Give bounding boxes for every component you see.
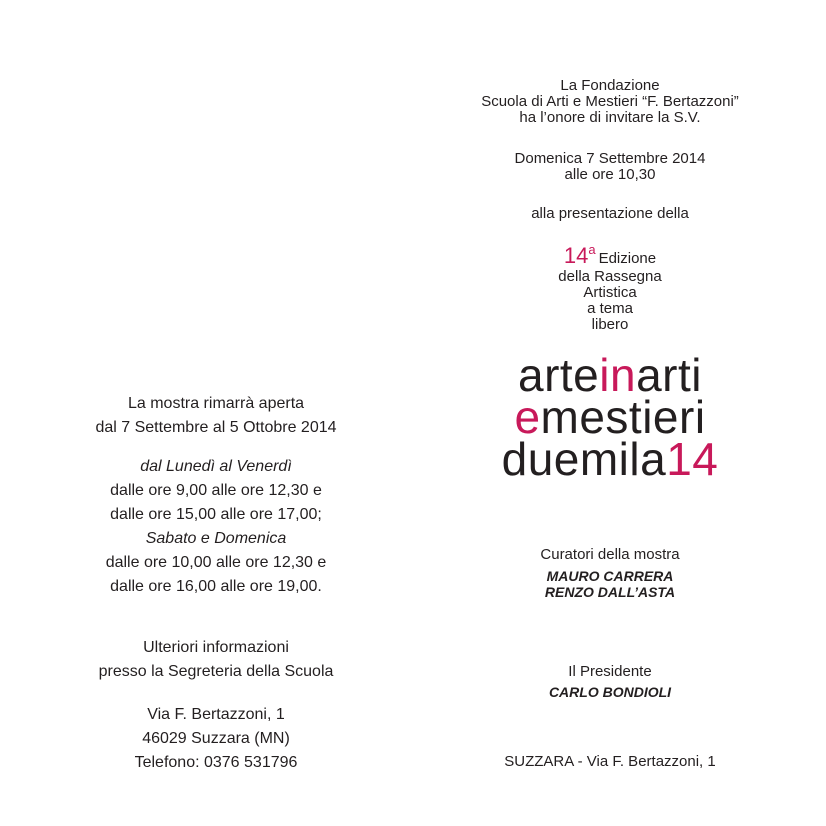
info-block	[60, 636, 372, 684]
curator-2: RENZO DALL’ASTA	[544, 584, 676, 600]
weekend-hours-2: dalle ore 16,00 alle ore 19,00.	[110, 578, 322, 595]
intro-line-1: La Fondazione	[560, 77, 660, 94]
title-year: 14	[666, 433, 719, 485]
title-line-1	[440, 349, 780, 401]
weekday-hours-2: dalle ore 15,00 alle ore 17,00;	[110, 506, 322, 523]
curators-label: Curatori della mostra	[540, 546, 680, 563]
weekend-hours-1: dalle ore 10,00 alle ore 12,30 e	[105, 554, 327, 571]
title-arte: arte	[518, 349, 600, 401]
address-city: 46029 Suzzara (MN)	[142, 730, 290, 747]
opening-hours	[60, 455, 372, 599]
curator-1: MAURO CARRERA	[546, 568, 674, 584]
info-line-1: Ulteriori informazioni	[143, 639, 289, 656]
exhibition-title	[440, 349, 780, 485]
date-line: Domenica 7 Settembre 2014	[514, 150, 706, 167]
weekday-label: dal Lunedì al Venerdì	[140, 458, 292, 475]
president-label: Il Presidente	[568, 663, 652, 680]
edition-line-3: Artistica	[583, 284, 637, 301]
title-arti: arti	[636, 349, 702, 401]
edition-line-5: libero	[591, 316, 629, 333]
opening-line-1: La mostra rimarrà aperta	[127, 395, 305, 412]
opening-line-2: dal 7 Settembre al 5 Ottobre 2014	[95, 419, 337, 436]
curators-block	[440, 545, 780, 600]
title-duemila: duemila	[501, 433, 667, 485]
date-block	[440, 151, 780, 183]
edition-number: 14	[563, 243, 589, 268]
edition-line-2: della Rassegna	[558, 268, 662, 285]
intro-block	[440, 78, 780, 126]
weekday-hours-1: dalle ore 9,00 alle ore 12,30 e	[110, 482, 322, 499]
info-line-2: presso la Segreteria della Scuola	[98, 663, 334, 680]
footer-address: SUZZARA - Via F. Bertazzoni, 1	[504, 753, 716, 770]
title-line-3	[440, 433, 780, 485]
intro-line-2: Scuola di Arti e Mestieri “F. Bertazzoni”	[481, 93, 739, 110]
edition-superscript: a	[588, 242, 596, 257]
edition-heading	[440, 240, 780, 269]
title-e: e	[514, 391, 541, 443]
presentation-line: alla presentazione della	[531, 205, 689, 222]
address-phone: Telefono: 0376 531796	[134, 754, 298, 771]
president-block	[440, 662, 780, 700]
opening-period	[60, 392, 372, 440]
intro-line-3: ha l’onore di invitare la S.V.	[519, 109, 701, 126]
title-line-2	[440, 391, 780, 443]
edition-word: Edizione	[598, 250, 657, 267]
time-line: alle ore 10,30	[564, 166, 656, 183]
edition-line-4: a tema	[587, 300, 633, 317]
weekend-label: Sabato e Domenica	[145, 530, 287, 547]
edition-block	[440, 240, 780, 333]
president-name: CARLO BONDIOLI	[548, 684, 672, 700]
address-block	[60, 703, 372, 775]
title-in: in	[599, 349, 637, 401]
title-mestieri: mestieri	[540, 391, 706, 443]
address-street: Via F. Bertazzoni, 1	[147, 706, 285, 723]
